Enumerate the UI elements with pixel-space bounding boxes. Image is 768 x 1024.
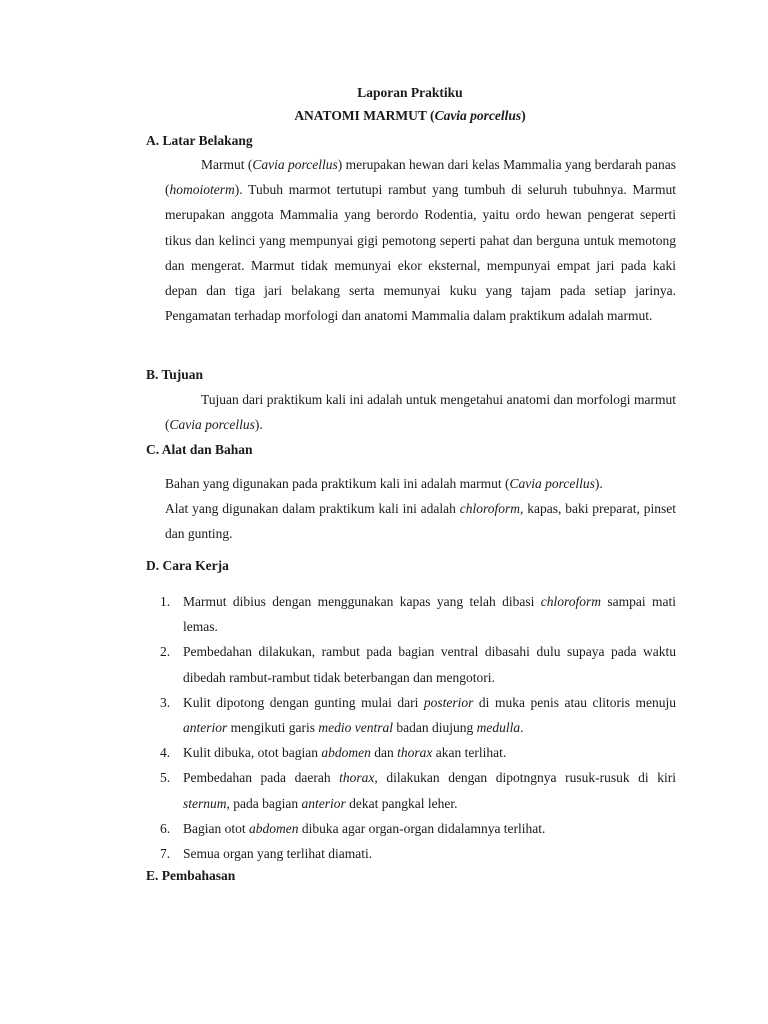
step-item [160, 740, 676, 765]
text-run: Marmut ( [201, 157, 253, 172]
step-number: 4. [160, 745, 171, 761]
text-run: dibuka agar organ-organ didalamnya terlihat. [298, 820, 546, 836]
step-number: 7. [160, 846, 171, 862]
text-run: dekat pangkal leher. [345, 795, 458, 811]
text-run-italic: homoioterm [169, 182, 235, 198]
step-number: 1. [160, 594, 171, 609]
text-run: badan diujung [393, 720, 477, 736]
text-run-italic: Cavia porcellus [252, 157, 338, 172]
text-run: Marmut dibius dengan menggunakan kapas yang telah dibasi [183, 594, 541, 609]
text-run: , pada bagian [226, 795, 302, 811]
step-item [160, 816, 676, 841]
text-run: , dilakukan dengan dipotngnya rusuk-rusuk di kiri [374, 770, 676, 786]
text-run: Bagian otot [183, 820, 249, 836]
text-run: akan terlihat. [432, 745, 507, 761]
heading-cara-kerja: D. Cara Kerja [146, 558, 229, 573]
text-run: Tujuan dari praktikum kali ini adalah untuk mengetahui anatomi dan morfologi marmut ( [165, 392, 676, 433]
text-run: dan [370, 745, 398, 761]
steps-list [160, 589, 676, 866]
heading-pembahasan: E. Pembahasan [146, 868, 236, 883]
step-item [160, 589, 676, 639]
text-run-italic: medio ventral [318, 720, 393, 736]
text-run: . [520, 720, 524, 736]
text-run: ). [594, 476, 603, 491]
step-item [160, 639, 676, 689]
paragraph-bahan [165, 471, 676, 496]
report-subtitle [0, 108, 768, 124]
step-item [160, 765, 676, 815]
text-run: kapas, baki preparat, pinset dan gunting. [165, 501, 676, 542]
step-item [160, 841, 676, 866]
text-run: Alat yang digunakan dalam praktikum kali ini adalah [165, 501, 460, 516]
text-run-italic: anterior [183, 720, 228, 736]
paragraph-alat [165, 496, 676, 546]
text-run: Bahan yang digunakan pada praktikum kali ini adalah marmut ( [165, 476, 510, 491]
paragraph-latar-belakang [165, 152, 676, 328]
text-run-italic: medulla [476, 720, 521, 736]
text-run: di muka penis atau clitoris menuju [473, 694, 676, 710]
text-run-italic: posterior [423, 694, 474, 710]
subtitle-prefix: ANATOMI MARMUT ( [294, 108, 435, 123]
text-run: ). Tubuh marmot tertutupi rambut yang tumbuh di seluruh tubuhnya. Marmut merupakan anggota Mammalia yang berordo Rodentia, yaitu ordo hewan pengerat seperti tikus dan kelinci yang mempunyai gigi pemotong seperti pahat dan berguna untuk memotong dan mengerat. Marmut tidak memunyai ekor eksternal, mempunyai empat jari pada kaki depan dan tiga jari belakang serta memunyai kuku yang tajam pada setiap jarinya. Pengamatan terhadap morfologi dan anatomi Mammalia dalam praktikum adalah marmut. [165, 182, 676, 324]
report-title [0, 85, 768, 101]
text-run: Kulit dibuka, otot bagian [183, 745, 322, 761]
text-run-italic: Cavia porcellus [169, 417, 255, 433]
report-title-text: Laporan Praktiku [357, 85, 463, 100]
step-number: 2. [160, 644, 171, 660]
subtitle-suffix: ) [521, 108, 526, 123]
text-run-italic: anterior [301, 795, 346, 811]
text-run: ). [254, 417, 263, 433]
text-run-italic: Cavia porcellus [509, 476, 595, 491]
paragraph-tujuan [165, 387, 676, 437]
text-run: Kulit dipotong dengan gunting mulai dari [183, 694, 424, 710]
step-number: 5. [160, 770, 171, 786]
text-run-italic: thorax [339, 770, 375, 786]
step-number: 3. [160, 694, 171, 710]
step-number: 6. [160, 820, 171, 836]
subtitle-species: Cavia porcellus [434, 108, 522, 123]
text-run: Pembedahan dilakukan, rambut pada bagian ventral dibasahi dulu supaya pada waktu dibedah rambut-rambut tidak beterbangan dan mengotori. [183, 644, 676, 685]
text-run: sampai mati lemas. [183, 594, 677, 635]
step-item [160, 690, 676, 740]
text-run-italic: thorax [397, 745, 433, 761]
heading-tujuan: B. Tujuan [146, 367, 204, 382]
heading-alat-dan-bahan: C. Alat dan Bahan [146, 442, 253, 457]
text-run-italic: chloroform, [459, 501, 524, 516]
text-run-italic: chloroform [540, 594, 601, 609]
text-run: Semua organ yang terlihat diamati. [183, 846, 373, 862]
text-run: mengikuti garis [227, 720, 319, 736]
text-run-italic: abdomen [321, 745, 371, 761]
text-run-italic: sternum [183, 795, 227, 811]
text-run-italic: abdomen [249, 820, 299, 836]
heading-latar-belakang: A. Latar Belakang [146, 133, 253, 148]
text-run: ) merupakan hewan dari kelas Mammalia yang berdarah panas ( [165, 157, 677, 198]
text-run: Pembedahan pada daerah [183, 770, 340, 786]
